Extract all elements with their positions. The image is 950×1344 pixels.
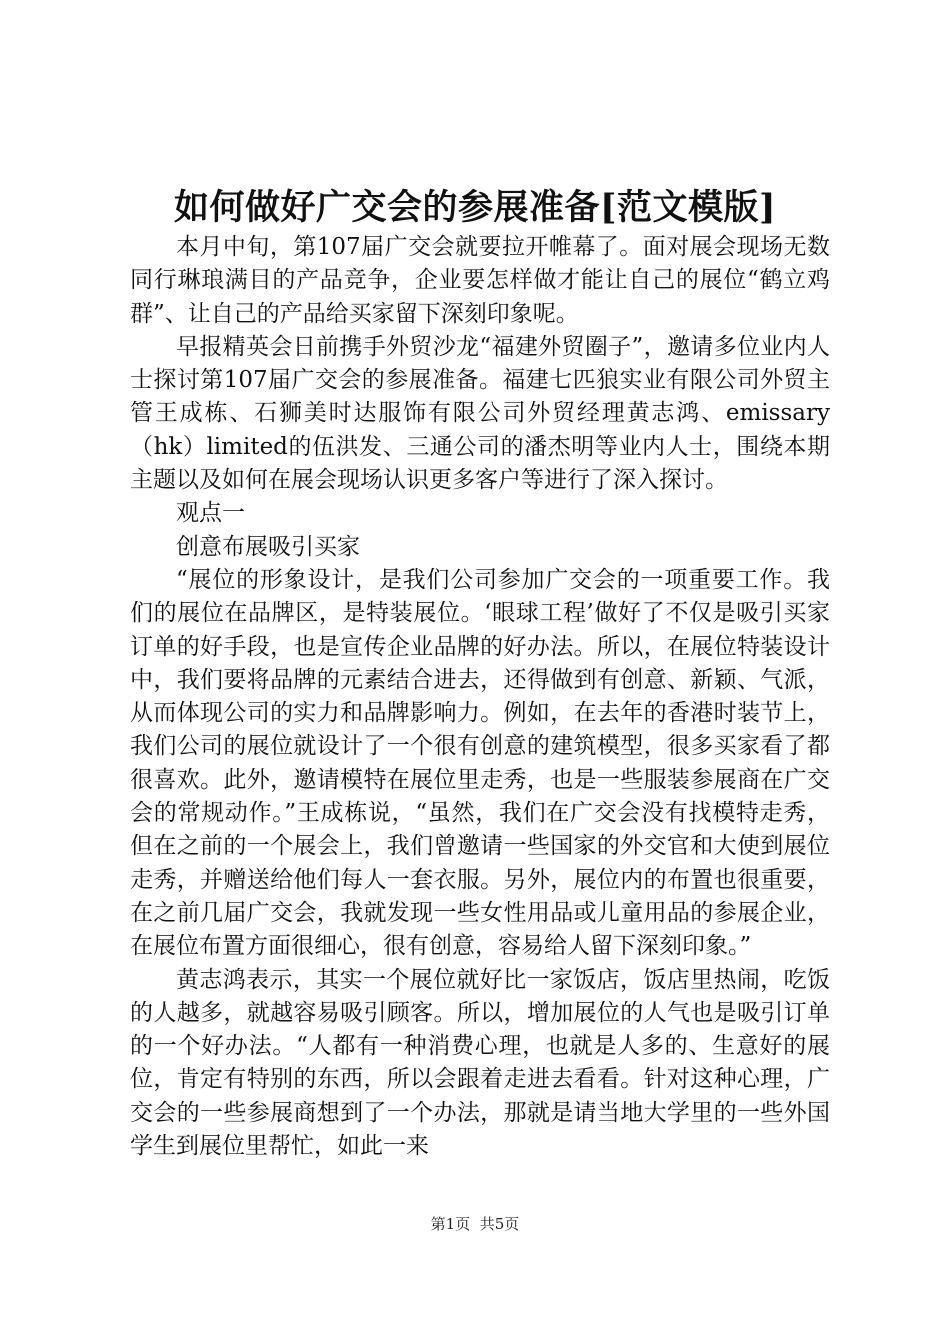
page-footer bbox=[0, 1214, 950, 1234]
paragraph-salon: 早报精英会日前携手外贸沙龙“福建外贸圈子”，邀请多位业内人士探讨第107届广交会的参展准备。福建七匹狼实业有限公司外贸主管王成栋、石狮美时达服饰有限公司外贸经理黄志鸿、emissary（hk）limited的伍洪发、三通公司的潘杰明等业内人士，围绕本期主题以及如何在展会现场认识更多客户等进行了深入探讨。 bbox=[130, 333, 830, 494]
section-heading-viewpoint-one: 观点一 bbox=[176, 500, 245, 527]
paragraph-booth-popularity: 黄志鸿表示，其实一个展位就好比一家饭店，饭店里热闹，吃饭的人越多，就越容易吸引顾客。所以，增加展位的人气也是吸引订单的一个好办法。“人都有一种消费心理，也就是人多的、生意好的展位，肯定有特别的东西，所以会跟着走进去看看。针对这种心理，广交会的一些参展商想到了一个办法，那就是请当地大学里的一些外国学生到展位里帮忙，如此一来 bbox=[130, 966, 830, 1160]
document-body bbox=[130, 231, 830, 1163]
page-number: 第1页 bbox=[430, 1215, 471, 1233]
document-title: 如何做好广交会的参展准备[范文模版] bbox=[173, 187, 777, 228]
paragraph-booth-design: “展位的形象设计，是我们公司参加广交会的一项重要工作。我们的展位在品牌区，是特装展位。‘眼球工程’做好了不仅是吸引买家订单的好手段，也是宣传企业品牌的好办法。所以，在展位特装设计中，我们要将品牌的元素结合进去，还得做到有创意、新颖、气派，从而体现公司的实力和品牌影响力。例如，在去年的香港时装节上，我们公司的展位就设计了一个很有创意的建筑模型，很多买家看了都很喜欢。此外，邀请模特在展位里走秀，也是一些服装参展商在广交会的常规动作。”王成栋说，“虽然，我们在广交会没有找模特走秀，但在之前的一个展会上，我们曾邀请一些国家的外交官和大使到展位走秀，并赠送给他们每人一套衣服。另外，展位内的布置也很重要，在之前几届广交会，我就发现一些女性用品或儿童用品的参展企业，在展位布置方面很细心，很有创意，容易给人留下深刻印象。” bbox=[130, 566, 830, 960]
section-subheading: 创意布展吸引买家 bbox=[176, 533, 360, 560]
page-total: 共5页 bbox=[479, 1215, 520, 1233]
paragraph-intro: 本月中旬，第107届广交会就要拉开帷幕了。面对展会现场无数同行琳琅满目的产品竞争，企业要怎样做才能让自己的展位“鹤立鸡群”、让自己的产品给买家留下深刻印象呢。 bbox=[130, 234, 830, 327]
